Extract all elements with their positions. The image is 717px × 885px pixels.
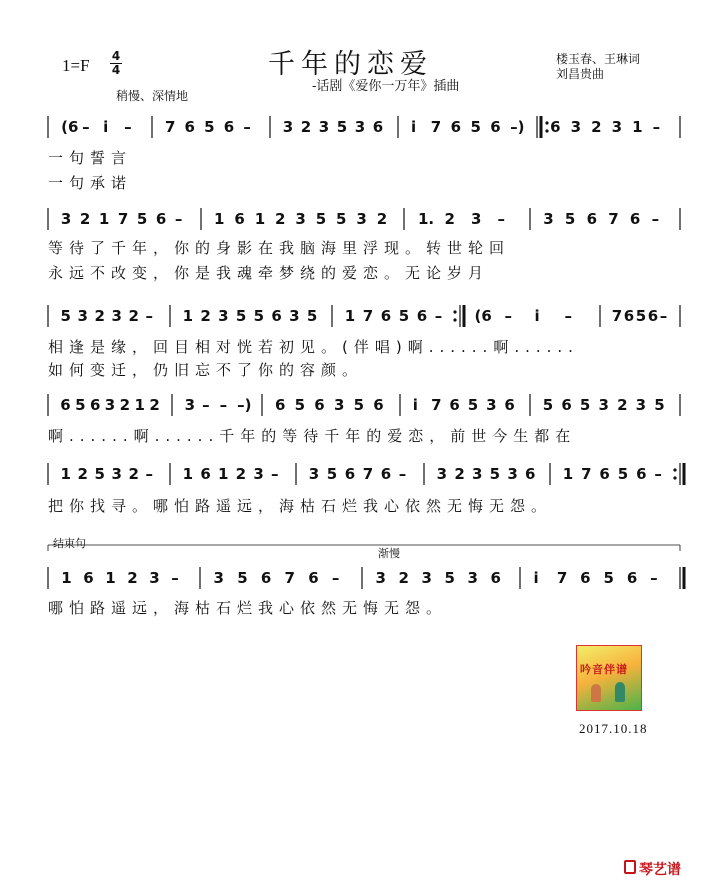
- note: 5: [204, 118, 215, 136]
- note: 6: [373, 396, 384, 414]
- note: –: [270, 465, 279, 483]
- note: –): [510, 118, 525, 136]
- note: 1: [105, 569, 116, 587]
- note: 5: [353, 396, 365, 414]
- note: –: [243, 118, 251, 136]
- note: 3: [253, 465, 264, 483]
- repeat-dot: [453, 318, 456, 321]
- note: 7: [362, 465, 374, 483]
- note: 3: [308, 465, 320, 483]
- brand-icon: [624, 860, 636, 874]
- note: 6: [184, 118, 195, 136]
- lyric-line: 把你找寻。哪怕路遥远，海枯石烂我心依然无悔无怨。: [48, 497, 553, 515]
- note: 6: [314, 396, 325, 414]
- note: 7: [608, 210, 619, 228]
- note: –: [659, 307, 668, 325]
- note: 6: [561, 396, 572, 414]
- note: 3: [111, 465, 122, 483]
- tempo-change: 渐慢: [378, 547, 400, 560]
- key-signature: 1=F: [62, 56, 90, 75]
- note: 1: [182, 307, 194, 325]
- note: 2: [128, 307, 139, 325]
- note: 7: [581, 465, 592, 483]
- note: (6: [61, 118, 79, 136]
- lyricist: 楼玉春、王琳词: [556, 52, 641, 66]
- note: 6: [234, 210, 245, 228]
- note: 3: [471, 465, 483, 483]
- note: –: [331, 569, 340, 587]
- note: 5: [444, 569, 455, 587]
- note: 1: [217, 465, 229, 483]
- note: 3: [295, 210, 306, 228]
- note: 7: [117, 210, 129, 228]
- note: 6: [580, 569, 591, 587]
- site-logo: [576, 645, 642, 711]
- note: 3: [77, 307, 88, 325]
- note: 3: [375, 569, 386, 587]
- tempo-marking: 稍慢、深情地: [116, 89, 189, 103]
- lyric-line: 如何变迁，仍旧忘不了你的容颜。: [48, 361, 364, 379]
- note: 1: [61, 569, 72, 587]
- lyric-line: 相逢是缘，回目相对恍若初见。(伴唱)啊......啊......: [48, 338, 579, 356]
- ending-label: 结束句: [53, 537, 86, 550]
- note: 6: [623, 307, 635, 325]
- note: 6: [372, 118, 384, 136]
- note: 2: [128, 465, 139, 483]
- note: –: [171, 569, 179, 587]
- note: 6: [380, 465, 392, 483]
- note: 5: [398, 307, 410, 325]
- note: 3: [486, 396, 497, 414]
- note: 5: [294, 396, 306, 414]
- note: 3: [598, 396, 609, 414]
- note: 3: [333, 396, 345, 414]
- repeat-dot: [673, 468, 676, 471]
- note: –: [145, 465, 154, 483]
- note: 3: [184, 396, 196, 414]
- note: 5: [579, 396, 591, 414]
- note: 3: [104, 396, 116, 414]
- note: 6: [490, 118, 501, 136]
- note: 2: [591, 118, 602, 136]
- note: 3: [218, 307, 229, 325]
- note: 3: [213, 569, 224, 587]
- note: 2: [200, 307, 211, 325]
- note: 3: [470, 210, 482, 228]
- note: –: [145, 307, 154, 325]
- note: 3: [507, 465, 518, 483]
- note: 5: [489, 465, 501, 483]
- note: 1: [344, 307, 356, 325]
- note: i: [533, 569, 539, 587]
- note: 3: [60, 210, 72, 228]
- note: –): [237, 396, 252, 414]
- note: 2: [79, 210, 91, 228]
- note: i: [410, 118, 417, 136]
- note: –: [564, 307, 572, 325]
- note: –: [398, 465, 407, 483]
- note: 3: [354, 118, 366, 136]
- note: 3: [436, 465, 448, 483]
- composer: 刘昌贵曲: [556, 67, 605, 81]
- note: 2: [119, 396, 131, 414]
- note: 5: [467, 396, 479, 414]
- note: 6: [155, 210, 167, 228]
- note: 6: [490, 569, 501, 587]
- note: 6: [308, 569, 319, 587]
- note: –: [650, 569, 658, 587]
- note: i: [412, 396, 418, 414]
- note: 5: [542, 396, 554, 414]
- note: 3: [543, 210, 554, 228]
- note: i: [103, 118, 109, 136]
- lyric-line: 永远不改变，你是我魂牵梦绕的爱恋。无论岁月: [48, 264, 490, 282]
- note: 2: [398, 569, 409, 587]
- note: 5: [603, 569, 614, 587]
- note: 6: [626, 569, 638, 587]
- note: 6: [89, 396, 101, 414]
- logo-text: 吟音伴谱: [580, 663, 628, 676]
- note: 6: [380, 307, 392, 325]
- repeat-dot: [545, 129, 548, 132]
- lyric-line: 一句誓言: [48, 149, 133, 167]
- note: 3: [635, 396, 647, 414]
- note: 6: [450, 118, 462, 136]
- note: 6: [60, 396, 71, 414]
- note: 6: [636, 465, 647, 483]
- note: 2: [275, 210, 286, 228]
- note: 2: [77, 465, 88, 483]
- repeat-dot: [453, 310, 456, 313]
- note: 5: [237, 569, 248, 587]
- note: 5: [75, 396, 86, 414]
- note: 5: [94, 465, 105, 483]
- note: 2: [376, 210, 388, 228]
- note: –: [651, 210, 660, 228]
- note: 6: [200, 465, 211, 483]
- note: 3: [282, 118, 294, 136]
- note: 2: [235, 465, 247, 483]
- note: (6: [474, 307, 492, 325]
- note: 1: [98, 210, 110, 228]
- note: 2: [149, 396, 160, 414]
- note: 3: [289, 307, 300, 325]
- note: 5: [617, 465, 629, 483]
- note: 1.: [417, 210, 435, 228]
- note: 5: [235, 307, 247, 325]
- note: 2: [127, 569, 138, 587]
- note: –: [124, 118, 132, 136]
- lyric-line: 等待了千年，你的身影在我脑海里浮现。转世轮回: [48, 239, 511, 257]
- note: 7: [431, 396, 442, 414]
- brand-name: 琴艺谱: [639, 862, 681, 878]
- note: 6: [524, 465, 536, 483]
- note: 5: [654, 396, 665, 414]
- note: 5: [253, 307, 265, 325]
- note: 5: [315, 210, 327, 228]
- song-title: 千年的恋爱: [268, 49, 433, 80]
- note: 1: [214, 210, 225, 228]
- note: 6: [271, 307, 282, 325]
- note: 3: [611, 118, 623, 136]
- lyric-line: 哪怕路遥远，海枯石烂我心依然无悔无怨。: [48, 599, 448, 617]
- note: 2: [617, 396, 628, 414]
- lyric-line: 一句承诺: [48, 174, 133, 192]
- note: 1: [134, 396, 145, 414]
- note: –: [219, 396, 228, 414]
- note: 7: [556, 569, 568, 587]
- song-subtitle: -话剧《爱你一万年》插曲: [312, 79, 460, 94]
- note: 5: [60, 307, 71, 325]
- note: 1: [60, 465, 71, 483]
- note: i: [534, 307, 540, 325]
- note: 6: [274, 396, 286, 414]
- note: 6: [344, 465, 356, 483]
- note: 5: [336, 210, 347, 228]
- note: 5: [635, 307, 647, 325]
- note: 5: [470, 118, 481, 136]
- note: 6: [586, 210, 598, 228]
- time-sig-top: 4: [111, 49, 121, 63]
- logo-figure-icon: [591, 684, 601, 702]
- note: 6: [223, 118, 235, 136]
- note: –: [497, 210, 505, 228]
- note: 3: [149, 569, 160, 587]
- time-sig-bottom: 4: [111, 63, 121, 77]
- note: 5: [306, 307, 318, 325]
- note: –: [202, 396, 210, 414]
- note: 6: [629, 210, 641, 228]
- note: –: [82, 118, 90, 136]
- note: 3: [111, 307, 122, 325]
- note: –: [174, 210, 183, 228]
- note: 6: [416, 307, 428, 325]
- note: 2: [94, 307, 105, 325]
- lyric-line: 啊......啊......千年的等待千年的爱恋，前世今生都在: [48, 427, 577, 445]
- repeat-dot: [673, 476, 676, 479]
- note: 1: [254, 210, 266, 228]
- note: 1: [562, 465, 574, 483]
- note: 7: [164, 118, 176, 136]
- note: 7: [362, 307, 374, 325]
- note: 5: [564, 210, 576, 228]
- note: 5: [136, 210, 148, 228]
- logo-figure-icon: [615, 682, 625, 702]
- note: 6: [83, 569, 94, 587]
- note: 3: [421, 569, 432, 587]
- note: 5: [326, 465, 338, 483]
- note: 5: [336, 118, 348, 136]
- note: 3: [356, 210, 367, 228]
- note: 3: [318, 118, 330, 136]
- note: 6: [550, 118, 561, 136]
- note: 2: [454, 465, 465, 483]
- note: 6: [504, 396, 515, 414]
- note: 7: [611, 307, 623, 325]
- note: 7: [284, 569, 295, 587]
- note: 1: [632, 118, 643, 136]
- note: 3: [467, 569, 478, 587]
- note: 2: [444, 210, 455, 228]
- note: –: [654, 465, 662, 483]
- note: –: [504, 307, 512, 325]
- note: –: [652, 118, 661, 136]
- note: 6: [647, 307, 659, 325]
- note: 6: [260, 569, 272, 587]
- note: 2: [300, 118, 312, 136]
- note: 1: [182, 465, 194, 483]
- note: 6: [599, 465, 610, 483]
- note: 7: [430, 118, 442, 136]
- publish-date: 2017.10.18: [579, 721, 648, 736]
- repeat-dot: [545, 121, 548, 124]
- note: 6: [449, 396, 460, 414]
- note: 3: [570, 118, 582, 136]
- note: –: [434, 307, 443, 325]
